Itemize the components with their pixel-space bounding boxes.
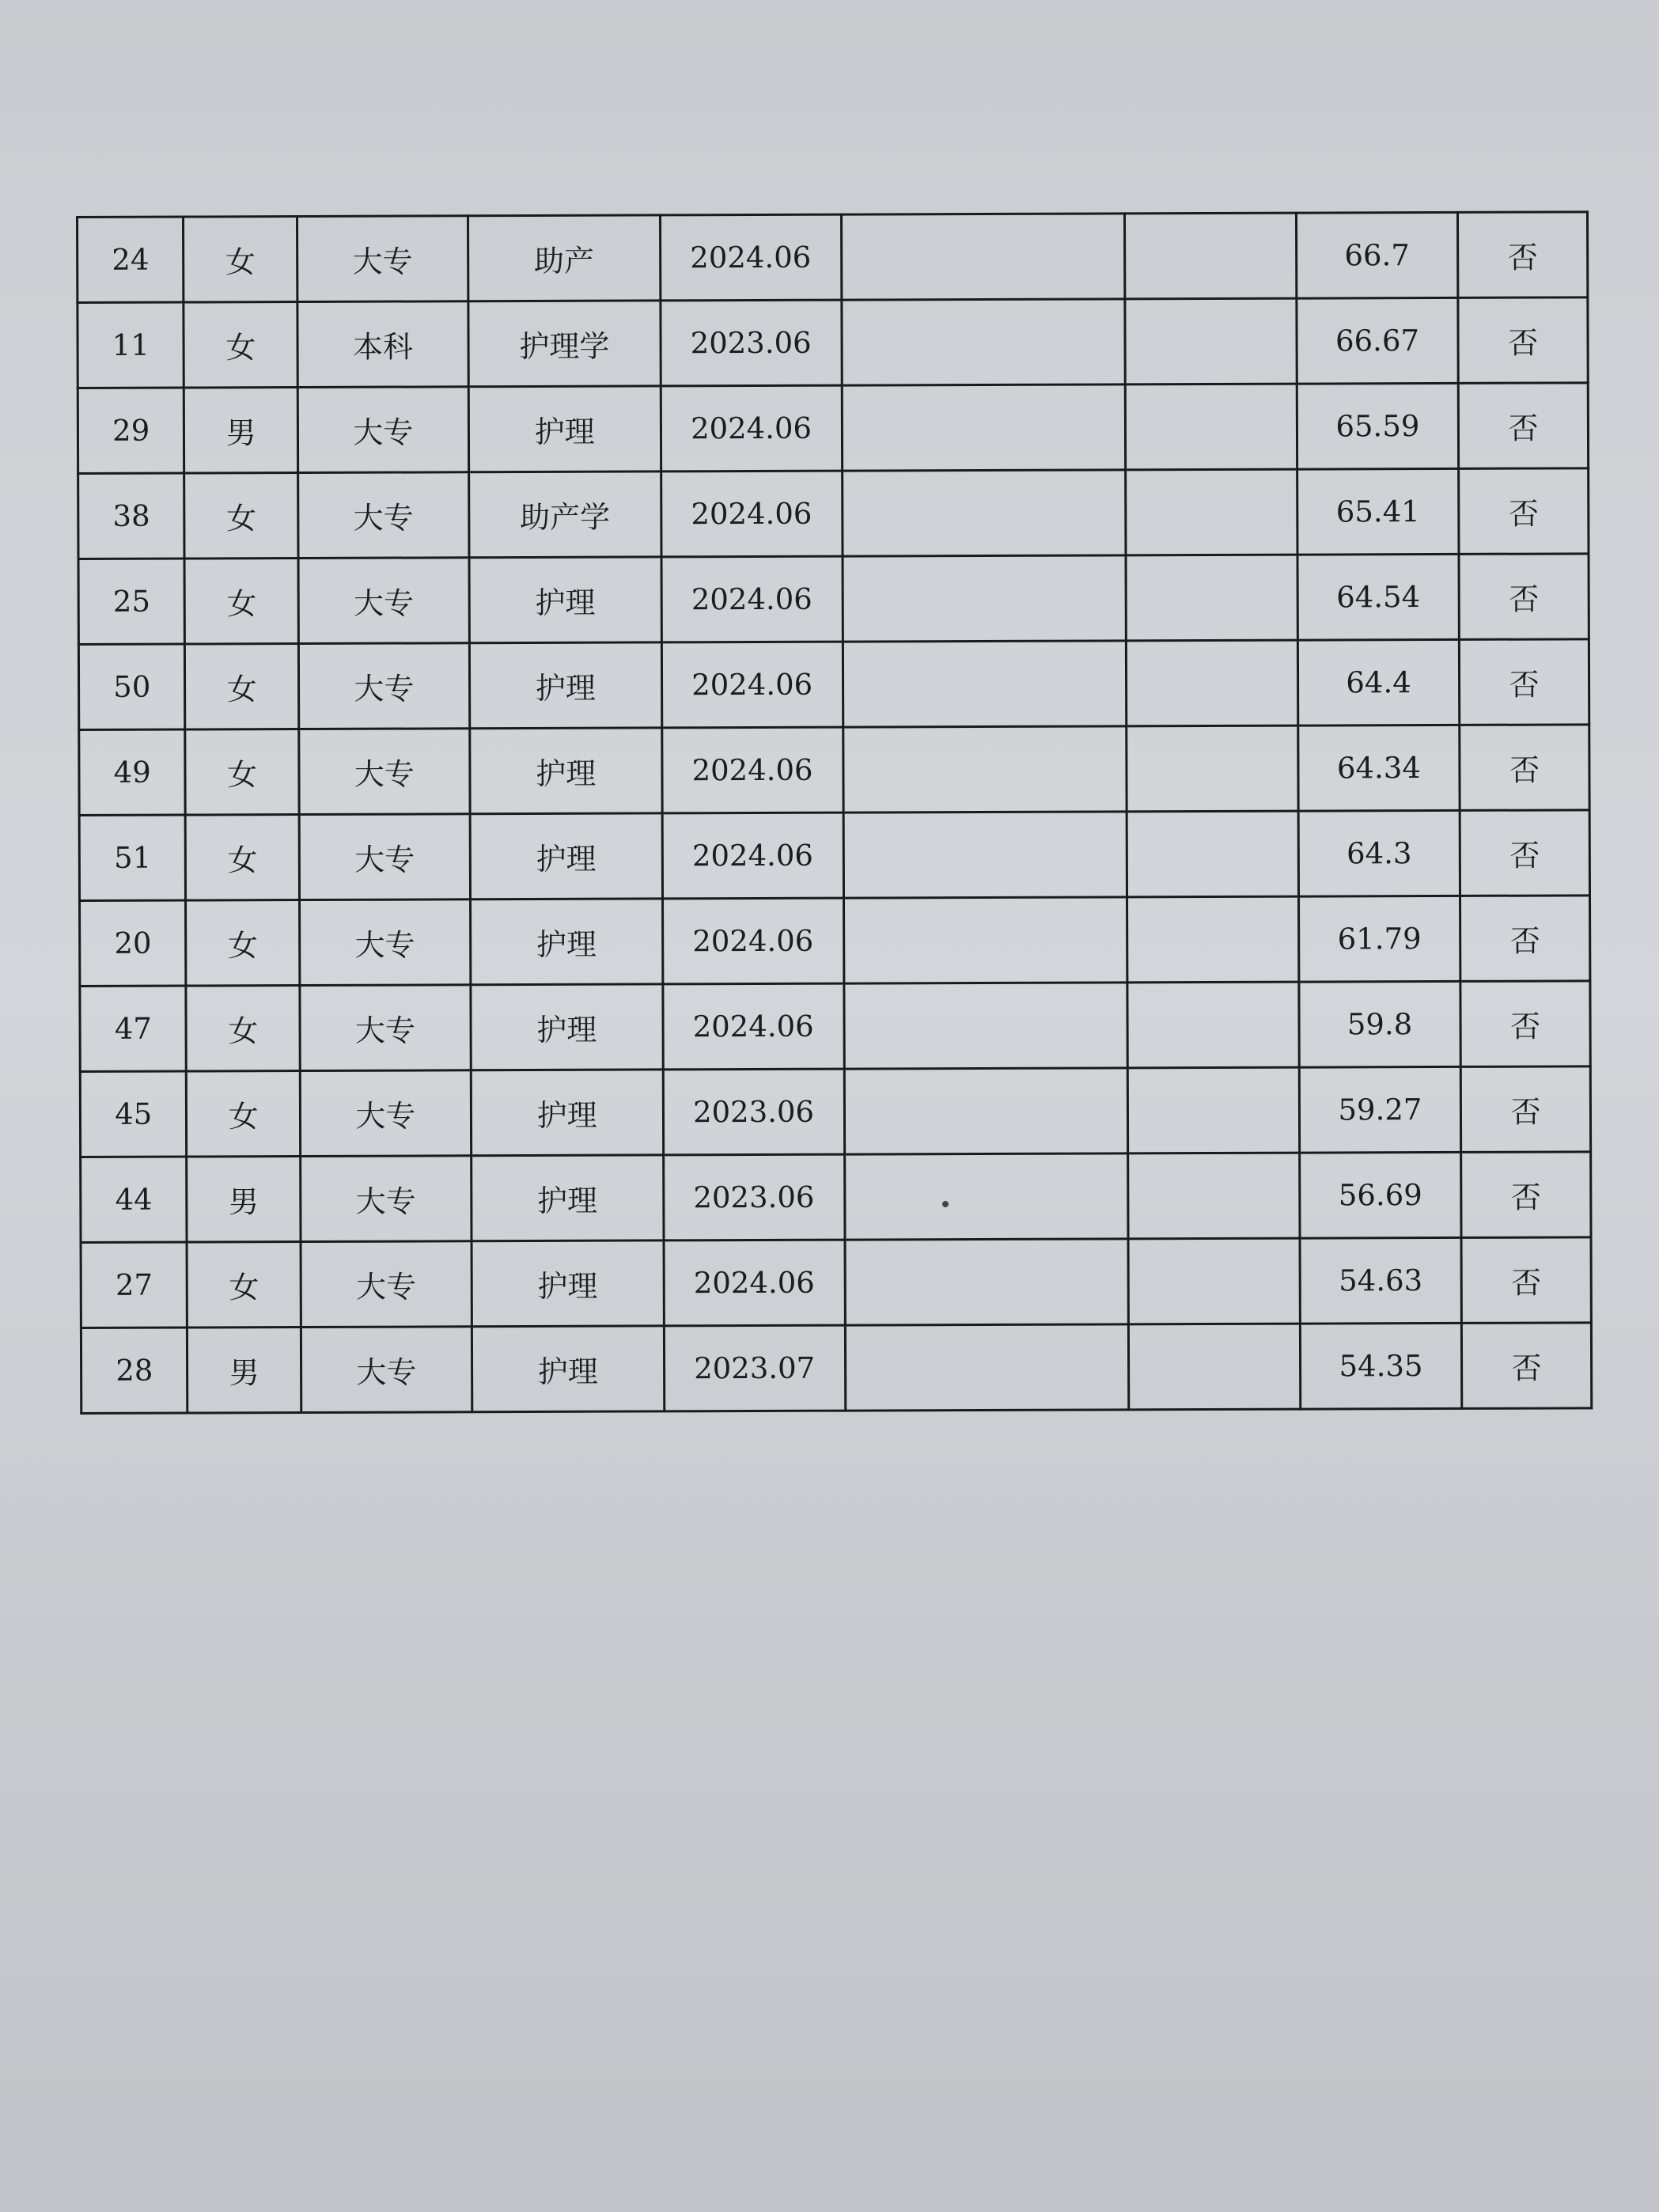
cell-blank-b (1127, 1153, 1299, 1239)
cell-result: 否 (1460, 896, 1590, 982)
cell-gender: 女 (184, 217, 297, 303)
cell-blank-b (1127, 725, 1298, 812)
cell-result: 否 (1459, 468, 1589, 555)
cell-blank-a (841, 214, 1125, 300)
cell-major: 助产 (468, 215, 660, 301)
cell-blank-b (1125, 469, 1297, 555)
cell-education: 大专 (301, 1327, 472, 1413)
cell-graduation-date: 2024.06 (662, 812, 843, 899)
cell-blank-b (1127, 811, 1298, 897)
cell-blank-a (842, 384, 1126, 471)
cell-id: 28 (81, 1328, 187, 1413)
cell-blank-a (841, 299, 1125, 385)
cell-major: 护理 (470, 899, 662, 985)
cell-gender: 女 (185, 729, 299, 816)
cell-education: 大专 (299, 729, 470, 815)
cell-graduation-date: 2024.06 (662, 898, 843, 984)
cell-id: 45 (80, 1071, 187, 1157)
cell-major: 护理 (471, 984, 663, 1070)
cell-blank-a (843, 897, 1127, 983)
cell-id: 11 (78, 302, 184, 388)
cell-score: 64.54 (1297, 554, 1460, 640)
table-row (79, 725, 1589, 816)
cell-result: 否 (1460, 810, 1589, 896)
cell-gender: 女 (185, 644, 299, 730)
cell-blank-a (843, 726, 1127, 812)
cell-education: 大专 (300, 1070, 471, 1157)
cell-blank-b (1128, 1324, 1300, 1410)
cell-id: 44 (81, 1157, 187, 1242)
cell-graduation-date: 2024.06 (661, 556, 843, 642)
cell-blank-b (1124, 213, 1296, 299)
cell-result: 否 (1459, 554, 1589, 640)
cell-id: 24 (78, 217, 184, 302)
cell-graduation-date: 2024.06 (661, 471, 842, 557)
cell-id: 20 (80, 900, 187, 986)
cell-blank-b (1127, 1067, 1299, 1153)
cell-gender: 女 (187, 1242, 301, 1328)
cell-score: 66.67 (1296, 297, 1458, 384)
cell-major: 护理 (472, 1240, 664, 1327)
cell-education: 大专 (299, 814, 470, 900)
cell-graduation-date: 2024.06 (661, 727, 843, 813)
table-row (78, 297, 1588, 388)
cell-gender: 男 (184, 388, 298, 474)
cell-graduation-date: 2024.06 (661, 642, 843, 728)
cell-education: 大专 (300, 985, 471, 1071)
cell-blank-a (843, 983, 1127, 1069)
cell-blank-a (843, 812, 1127, 898)
cell-education: 大专 (297, 387, 468, 473)
cell-result: 否 (1461, 1066, 1591, 1153)
cell-id: 38 (78, 473, 185, 559)
cell-result: 否 (1459, 383, 1589, 469)
cell-education: 大专 (298, 643, 469, 729)
cell-graduation-date: 2023.07 (664, 1325, 845, 1411)
cell-blank-b (1125, 384, 1297, 470)
cell-score: 64.4 (1297, 639, 1460, 725)
cell-result: 否 (1462, 1323, 1592, 1409)
cell-major: 护理 (469, 642, 661, 729)
cell-major: 护理 (470, 813, 662, 900)
cell-gender: 男 (187, 1157, 301, 1243)
cell-id: 25 (78, 559, 185, 644)
table-row (78, 212, 1588, 303)
table-row (80, 1066, 1590, 1157)
cell-education: 大专 (301, 1241, 472, 1328)
table-row (78, 468, 1589, 559)
cell-score: 54.35 (1300, 1323, 1462, 1409)
cell-score: 59.27 (1299, 1066, 1461, 1153)
cell-result: 否 (1461, 1237, 1591, 1324)
table-row (80, 981, 1590, 1072)
table-row (78, 554, 1589, 645)
cell-education: 大专 (297, 216, 468, 302)
cell-blank-b (1126, 640, 1297, 726)
cell-major: 护理 (470, 728, 662, 814)
cell-major: 护理学 (468, 301, 661, 387)
table-row (78, 383, 1588, 474)
cell-blank-b (1126, 555, 1297, 641)
cell-blank-a (844, 1068, 1128, 1154)
cell-major: 护理 (471, 1155, 663, 1241)
cell-id: 51 (79, 815, 186, 900)
cell-score: 54.63 (1300, 1237, 1462, 1324)
cell-score: 61.79 (1298, 896, 1460, 982)
cell-gender: 女 (187, 1071, 301, 1157)
cell-graduation-date: 2024.06 (661, 385, 842, 472)
cell-gender: 女 (184, 559, 298, 645)
cell-result: 否 (1458, 297, 1588, 384)
cell-score: 56.69 (1299, 1152, 1461, 1238)
cell-id: 47 (80, 986, 187, 1071)
table-row (81, 1323, 1591, 1414)
cell-gender: 女 (186, 900, 300, 987)
cell-result: 否 (1460, 639, 1589, 725)
cell-graduation-date: 2024.06 (663, 983, 844, 1070)
cell-blank-a (844, 1153, 1128, 1240)
cell-blank-a (845, 1239, 1129, 1325)
cell-blank-a (842, 470, 1126, 556)
cell-result: 否 (1458, 212, 1588, 298)
cell-graduation-date: 2023.06 (661, 300, 842, 386)
cell-result: 否 (1461, 1152, 1591, 1238)
cell-graduation-date: 2023.06 (663, 1154, 844, 1240)
table-row (81, 1237, 1591, 1328)
cell-result: 否 (1460, 725, 1589, 811)
cell-major: 助产学 (468, 472, 661, 558)
cell-score: 64.34 (1297, 725, 1460, 811)
cell-education: 大专 (298, 472, 469, 559)
cell-major: 护理 (471, 1070, 663, 1156)
cell-gender: 女 (186, 986, 300, 1072)
cell-blank-b (1127, 896, 1298, 983)
cell-score: 65.41 (1297, 468, 1459, 555)
cell-blank-a (843, 641, 1127, 727)
table-row (79, 810, 1589, 901)
paper-speck (942, 1201, 949, 1207)
cell-major: 护理 (469, 557, 661, 643)
cell-blank-a (845, 1324, 1129, 1411)
cell-id: 50 (78, 644, 185, 729)
cell-blank-b (1127, 982, 1299, 1068)
cell-score: 59.8 (1298, 981, 1460, 1067)
table-row (81, 1152, 1591, 1243)
cell-major: 护理 (472, 1326, 664, 1412)
cell-graduation-date: 2023.06 (663, 1069, 844, 1155)
cell-education: 大专 (300, 900, 471, 986)
cell-id: 29 (78, 388, 184, 473)
cell-score: 65.59 (1297, 383, 1459, 469)
cell-education: 本科 (297, 301, 468, 388)
cell-blank-b (1128, 1238, 1300, 1324)
cell-id: 27 (81, 1242, 187, 1328)
cell-score: 64.3 (1298, 810, 1460, 896)
cell-education: 大专 (301, 1156, 472, 1242)
cell-gender: 女 (186, 815, 300, 901)
cell-gender: 男 (187, 1328, 301, 1414)
table-body (78, 212, 1592, 1414)
cell-gender: 女 (184, 302, 297, 388)
cell-education: 大专 (298, 558, 469, 644)
cell-id: 49 (79, 729, 186, 815)
table-row (80, 896, 1590, 987)
table-row (78, 639, 1589, 730)
cell-graduation-date: 2024.06 (660, 214, 841, 301)
cell-gender: 女 (184, 473, 298, 559)
cell-graduation-date: 2024.06 (664, 1240, 845, 1326)
cell-blank-a (843, 555, 1127, 642)
cell-major: 护理 (468, 386, 661, 472)
cell-blank-b (1125, 298, 1297, 384)
cell-score: 66.7 (1296, 212, 1458, 298)
cell-result: 否 (1460, 981, 1590, 1067)
score-table (76, 210, 1593, 1415)
